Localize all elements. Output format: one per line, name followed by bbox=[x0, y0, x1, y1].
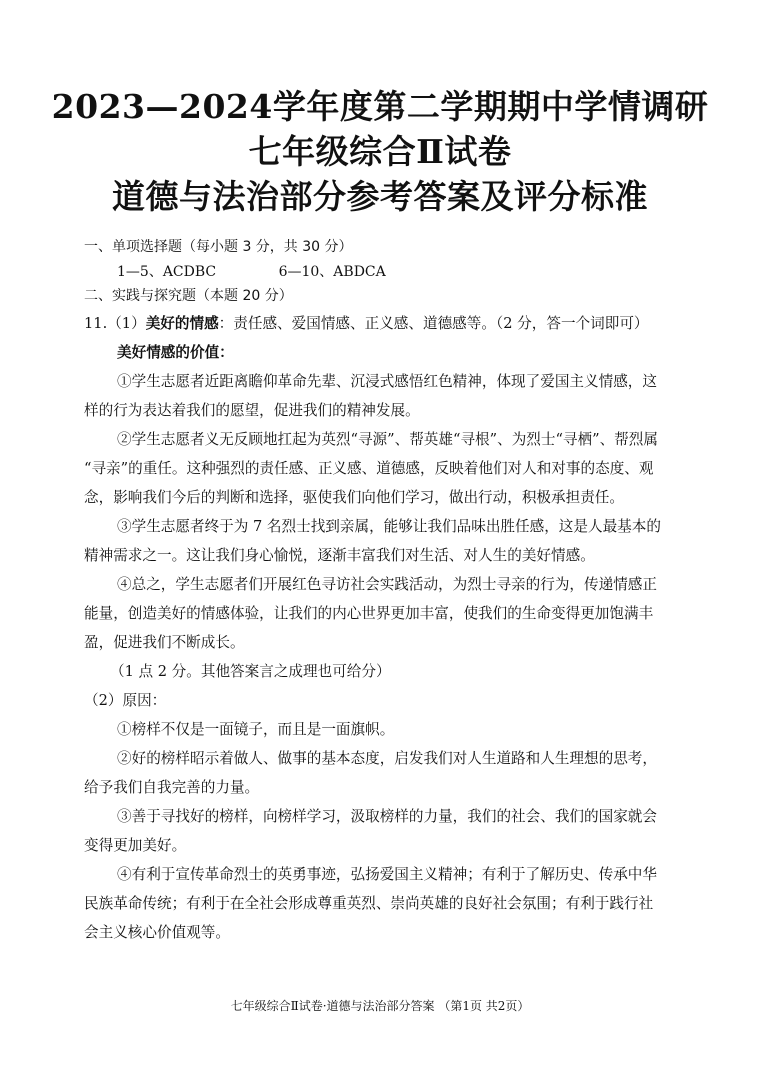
section1-heading: 一、单项选择题（每小题 3 分，共 30 分） bbox=[84, 239, 353, 255]
section2-heading: 二、实践与探究题（本题 20 分） bbox=[84, 288, 293, 304]
answers-6-10: 6—10、ABDCA bbox=[278, 264, 386, 280]
q11-part1-bold: 美好的情感 bbox=[145, 315, 219, 332]
text-line: “寻亲”的重任。这种强烈的责任感、正义感、道德感，反映着他们对人和对事的态度、观 bbox=[84, 460, 654, 477]
text-line: ②学生志愿者义无反顾地扛起为英烈“寻源”、帮英雄“寻根”、为烈士“寻栖”、帮烈属 bbox=[117, 431, 658, 448]
answers-1-5: 1—5、ACDBC bbox=[117, 264, 217, 280]
text-line: 给予我们自我完善的力量。 bbox=[84, 779, 260, 796]
text-line: 样的行为表达着我们的愿望，促进我们的精神发展。 bbox=[84, 402, 420, 419]
text-line: ④总之，学生志愿者们开展红色寻访社会实践活动，为烈士寻亲的行为，传递情感正 bbox=[117, 576, 657, 593]
text-line: ③善于寻找好的榜样，向榜样学习，汲取榜样的力量，我们的社会、我们的国家就会 bbox=[117, 808, 657, 825]
section1-answers bbox=[117, 262, 717, 282]
q11-part2-heading: （2）原因： bbox=[84, 692, 167, 709]
title-line-1: 2023—2024学年度第二学期期中学情调研 bbox=[51, 87, 709, 126]
text-line: 盈，促进我们不断成长。 bbox=[84, 634, 245, 651]
text-line: ①学生志愿者近距离瞻仰革命先辈、沉浸式感悟红色精神，体现了爱国主义情感，这 bbox=[117, 373, 657, 390]
q11-part1-rest: ：责任感、爱国情感、正义感、道德感等。（2 分，答一个词即可） bbox=[218, 315, 649, 332]
text-line: ③学生志愿者终于为 7 名烈士找到亲属，能够让我们品味出胜任感，这是人最基本的 bbox=[117, 518, 661, 535]
text-line: 民族革命传统；有利于在全社会形成尊重英烈、崇尚英雄的良好社会氛围；有利于践行社 bbox=[84, 895, 654, 912]
text-line: ②好的榜样昭示着做人、做事的基本态度，启发我们对人生道路和人生理想的思考， bbox=[117, 750, 657, 767]
page-footer: 七年级综合Ⅱ试卷·道德与法治部分答案 （第1页 共2页） bbox=[230, 999, 530, 1013]
title-line-3: 道德与法治部分参考答案及评分标准 bbox=[112, 177, 648, 216]
text-line: 会主义核心价值观等。 bbox=[84, 924, 230, 941]
text-line: ①榜样不仅是一面镜子，而且是一面旗帜。 bbox=[117, 721, 395, 738]
value-heading: 美好情感的价值： bbox=[117, 344, 234, 361]
q11-part1-prefix: 11.（1） bbox=[84, 315, 146, 332]
title-line-2: 七年级综合Ⅱ试卷 bbox=[248, 132, 512, 171]
text-line: ④有利于宣传革命烈士的英勇事迹，弘扬爱国主义精神；有利于了解历史、传承中华 bbox=[117, 866, 657, 883]
scoring-note: （1 点 2 分。其他答案言之成理也可给分） bbox=[110, 663, 391, 680]
q11-part1-line bbox=[84, 314, 684, 334]
text-line: 念，影响我们今后的判断和选择，驱使我们向他们学习，做出行动，积极承担责任。 bbox=[84, 489, 624, 506]
text-line: 能量，创造美好的情感体验，让我们的内心世界更加丰富，使我们的生命变得更加饱满丰 bbox=[84, 605, 654, 622]
text-line: 变得更加美好。 bbox=[84, 837, 187, 854]
text-line: 精神需求之一。这让我们身心愉悦，逐渐丰富我们对生活、对人生的美好情感。 bbox=[84, 547, 595, 564]
